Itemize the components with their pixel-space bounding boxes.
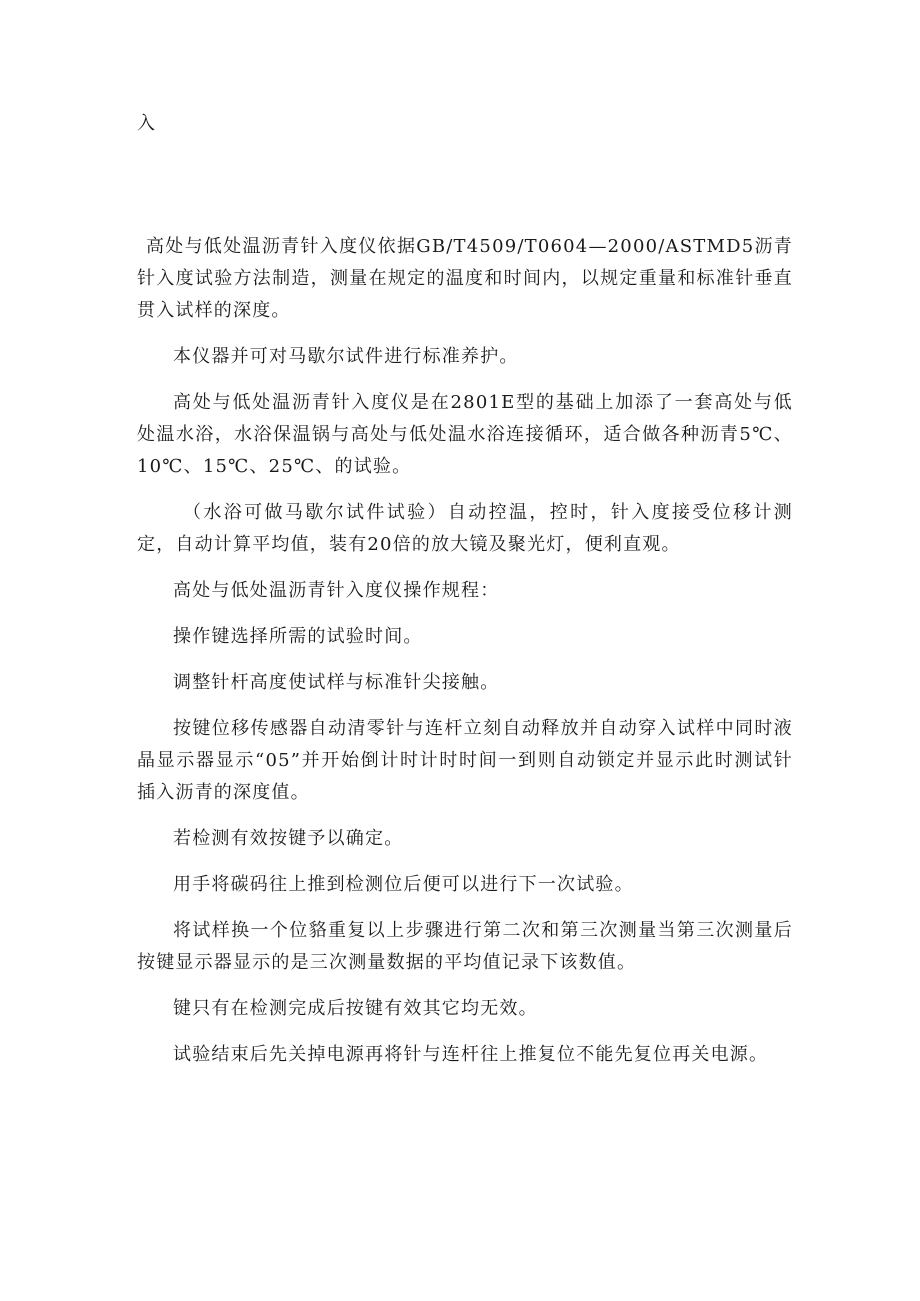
document-body — [137, 231, 793, 1085]
paragraph-intro: 高处与低处温沥青针入度仪依据GB/T4509/T0604—2000/ASTMD5沥青针入度试验方法制造，测量在规定的温度和时间内，以规定重量和标准针垂直贯入试样的深度。 — [137, 236, 793, 321]
paragraph-step-adjust-needle: 调整针杆高度使试样与标准针尖接触。 — [173, 672, 500, 693]
paragraph-step-push-weight: 用手将碳码往上推到检测位后便可以进行下一次试验。 — [173, 874, 634, 895]
paragraph-maintenance: 本仪器并可对马歇尔试件进行标准养护。 — [173, 346, 519, 367]
paragraph-water-bath: 高处与低处温沥青针入度仪是在2801E型的基础上加添了一套高处与低处温水浴，水浴保温锅与高处与低处温水浴连接循环，适合做各种沥青5℃、10℃、15℃、25℃、的试验。 — [137, 392, 793, 477]
paragraph-step-auto-release: 按键位移传感器自动清零针与连杆立刻自动释放并自动穿入试样中同时液晶显示器显示“05”并开始倒计时计时时间一到则自动锁定并显示此时测试针插入沥青的深度值。 — [137, 718, 793, 803]
paragraph-step-confirm: 若检测有效按键予以确定。 — [173, 828, 404, 849]
paragraph-procedure-heading: 高处与低处温沥青针入度仪操作规程： — [173, 580, 500, 601]
paragraph-step-repeat: 将试样换一个位貉重复以上步骤进行第二次和第三次测量当第三次测量后按键显示器显示的是三次测量数据的平均值记录下该数值。 — [137, 920, 793, 973]
paragraph-step-power-off: 试验结束后先关掉电源再将针与连杆往上推复位不能先复位再关电源。 — [173, 1044, 769, 1065]
continued-text-fragment: 入 — [137, 113, 155, 134]
paragraph-step-key-validity: 键只有在检测完成后按键有效其它均无效。 — [173, 998, 538, 1019]
paragraph-features: （水浴可做马歇尔试件试验）自动控温，控时，针入度接受位移计测定，自动计算平均值，装有20倍的放大镜及聚光灯，便利直观。 — [137, 502, 793, 555]
paragraph-step-select-time: 操作键选择所需的试验时间。 — [173, 626, 423, 647]
